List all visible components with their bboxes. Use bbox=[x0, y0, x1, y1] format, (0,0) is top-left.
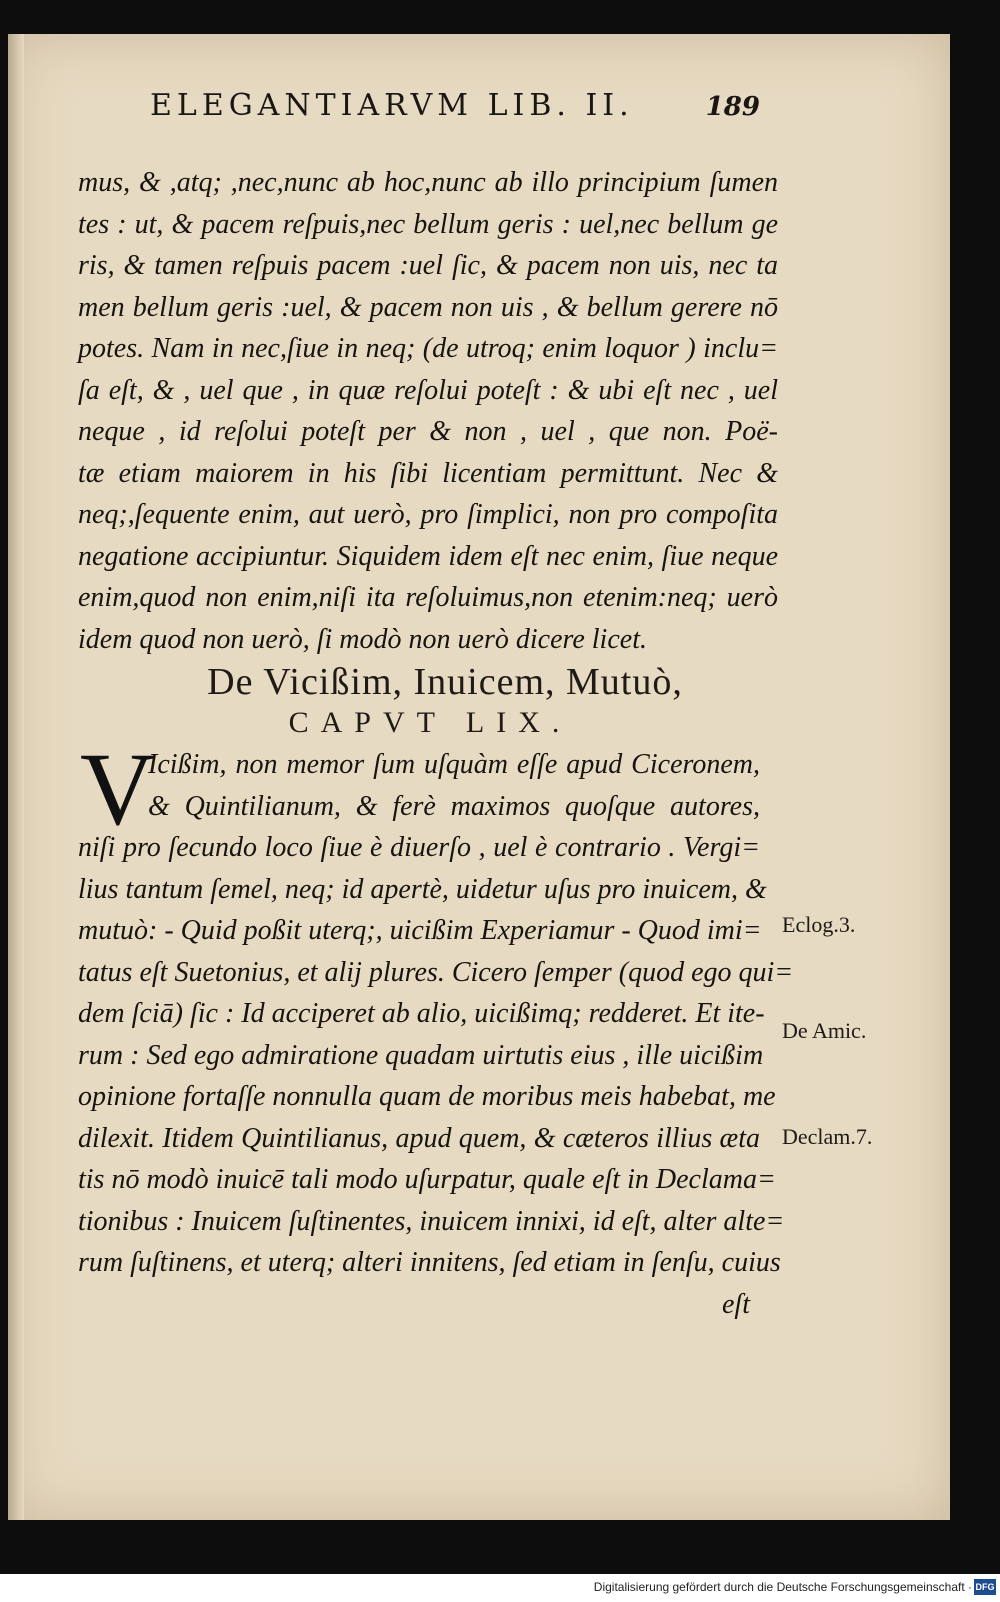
margin-note: De Amic. bbox=[782, 1018, 867, 1043]
text-line: & Quintilianum, & ferè maximos quoſque autores, bbox=[148, 790, 760, 822]
chapter-number: CAPVT LIX. bbox=[288, 706, 572, 739]
running-title: ELEGANTIARVM LIB. II. bbox=[150, 88, 634, 123]
text-line: tatus eſt Suetonius, et alij plures. Cicero ſemper (quod ego qui= bbox=[78, 956, 794, 988]
text-line: rum ſuſtinens, et uterq; alteri innitens, ſed etiam in ſenſu, cuius bbox=[78, 1247, 781, 1278]
text-line: opinione fortaſſe nonnulla quam de moribus meis habebat, me bbox=[78, 1081, 776, 1112]
dfg-logo: DFG bbox=[974, 1579, 996, 1595]
chapter-title: De Vicißim, Inuicem, Mutuò, bbox=[207, 661, 683, 703]
catchword: eſt bbox=[722, 1288, 750, 1320]
text-line: ſa eſt, & , uel que , in quæ reſolui poteſt : & ubi eſt nec , uel bbox=[78, 374, 778, 406]
text-block-top bbox=[78, 162, 778, 660]
text-line: dem ſciā) ſic : Id acciperet ab alio, uicißimq; redderet. Et ite- bbox=[78, 998, 765, 1029]
page-number: 189 bbox=[705, 92, 760, 122]
text-line: neque , id reſolui poteſt per & non , uel , que non. Poë- bbox=[78, 416, 778, 447]
text-line: tes : ut, & pacem reſpuis,nec bellum geris : uel,nec bellum ge bbox=[78, 208, 778, 240]
text-line: dilexit. Itidem Quintilianus, apud quem, & cæteros illius æta bbox=[78, 1122, 760, 1154]
funding-credit: Digitalisierung gefördert durch die Deutsche Forschungsgemeinschaft · bbox=[593, 1580, 972, 1594]
text-line: Icißim, non memor ſum uſquàm eſſe apud Ciceronem, bbox=[148, 749, 760, 780]
text-line: idem quod non uerò, ſi modò non uerò dicere licet. bbox=[78, 623, 647, 655]
text-line: tæ etiam maiorem in his ſibi licentiam permittunt. Nec & bbox=[78, 457, 778, 489]
footer-bar bbox=[0, 1574, 1000, 1602]
chapter-text-indented bbox=[148, 744, 760, 827]
text-line: ris, & tamen reſpuis pacem :uel ſic, & pacem non uis, nec ta bbox=[78, 250, 778, 281]
text-line: potes. Nam in nec,ſiue in neq; (de utroq; enim loquor ) inclu= bbox=[78, 333, 778, 364]
text-line: enim,quod non enim,niſi ita reſoluimus,non etenim:neq; uerò bbox=[78, 582, 778, 613]
text-line: lius tantum ſemel, neq; id apertè, uidetur uſus pro inuicem, & bbox=[78, 873, 767, 905]
margin-note: Eclog.3. bbox=[782, 912, 856, 937]
page-header bbox=[150, 88, 760, 123]
text-line: mus, & ,atq; ,nec,nunc ab hoc,nunc ab illo principium ſumen bbox=[78, 167, 778, 198]
text-line: rum : Sed ego admiratione quadam uirtutis eius , ille uicißim bbox=[78, 1039, 764, 1071]
text-line: tionibus : Inuicem ſuſtinentes, inuicem innixi, id eſt, alter alte= bbox=[78, 1205, 785, 1237]
margin-note: Declam.7. bbox=[782, 1124, 873, 1149]
text-line: negatione accipiuntur. Siquidem idem eſt nec enim, ſiue neque bbox=[78, 540, 778, 572]
text-line: neq;,ſequente enim, aut uerò, pro ſimplici, non pro compoſita bbox=[78, 499, 778, 530]
text-line: men bellum geris :uel, & pacem non uis , & bellum gerere nō bbox=[78, 291, 778, 323]
text-line: niſi pro ſecundo loco ſiue è diuerſo , uel è contrario . Vergi= bbox=[78, 832, 760, 863]
text-line: mutuò: - Quid poßit uterq;, uicißim Experiamur - Quod imi= bbox=[78, 915, 762, 946]
chapter-text bbox=[78, 827, 794, 1325]
drop-cap: V bbox=[80, 732, 156, 847]
text-line: tis nō modò inuicē tali modo uſurpatur, quale eſt in Declama= bbox=[78, 1164, 776, 1195]
